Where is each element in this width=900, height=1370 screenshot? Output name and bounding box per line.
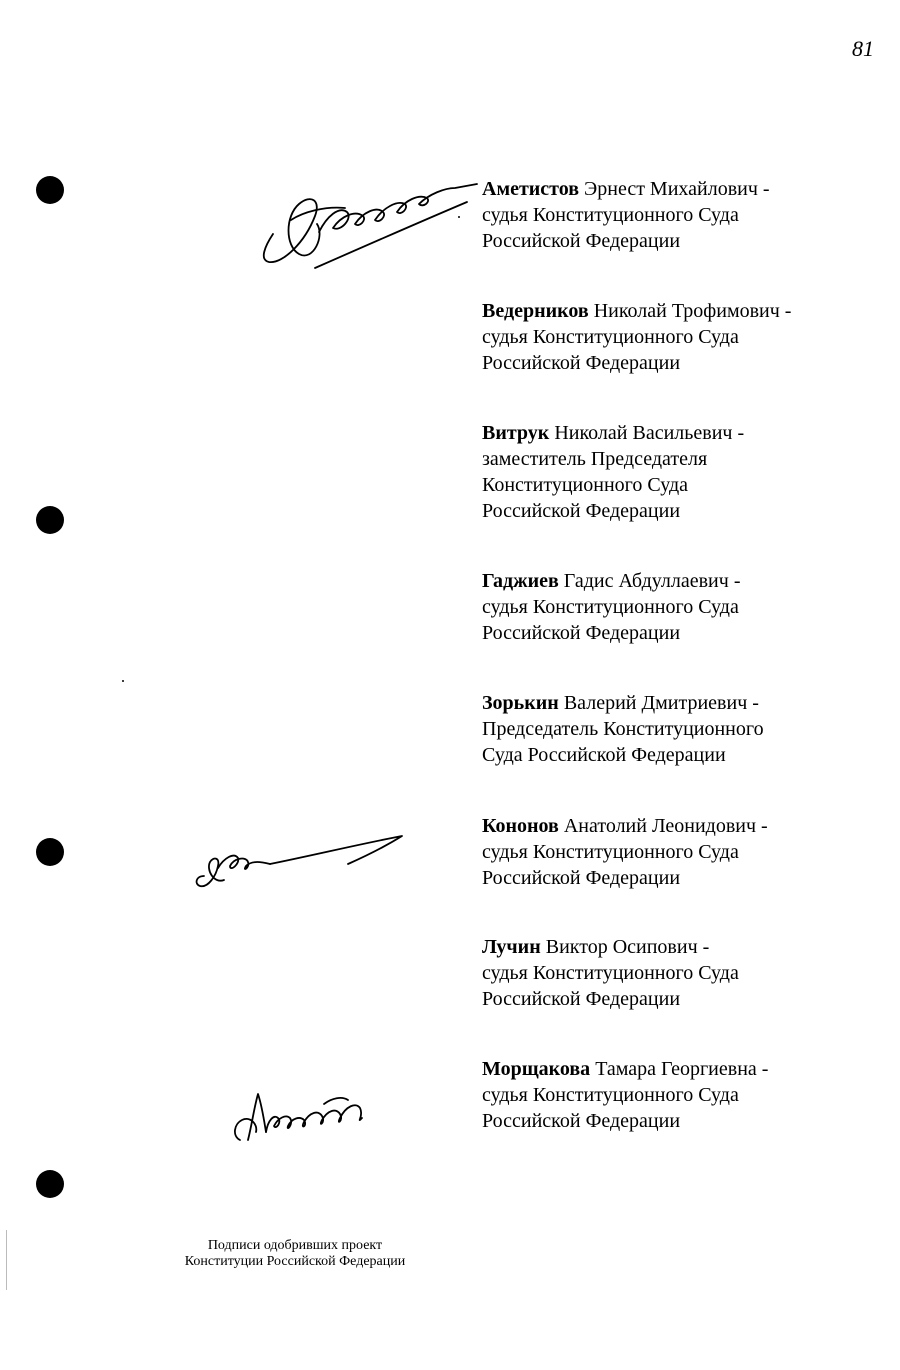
signatory-position-line: судья Конституционного Суда [482,326,739,348]
signatory-name: Тамара Георгиевна - [595,1058,769,1080]
signatory-surname: Зорькин [482,692,559,714]
signatory-position-line: Российской Федерации [482,500,681,522]
entry-heading [482,1056,882,1082]
signatory-surname: Аметистов [482,178,580,200]
punch-hole [36,506,64,534]
signatory-surname: Витрук [482,422,550,444]
signatory-position-line: судья Конституционного Суда [482,962,739,984]
signatory-entry [482,298,882,376]
signatory-entry [482,568,882,646]
signatory-surname: Кононов [482,815,559,837]
signatory-position-line: Российской Федерации [482,622,681,644]
signature-morshchakova [228,1080,378,1152]
signatory-surname: Морщакова [482,1058,591,1080]
punch-hole [36,176,64,204]
signatory-position-line: Российской Федерации [482,352,681,374]
punch-hole [36,1170,64,1198]
signatory-position-line: Председатель Конституционного [482,718,764,740]
signatory-position-line: Российской Федерации [482,867,681,889]
entry-heading [482,298,882,324]
scan-speck [122,680,124,682]
signatory-position-line: Конституционного Суда [482,474,688,496]
signatory-name: Эрнест Михайлович - [584,178,770,200]
signatory-position-line: судья Конституционного Суда [482,596,739,618]
signatory-name: Валерий Дмитриевич - [563,692,759,714]
caption-line: Подписи одобривших проект [207,1238,383,1253]
entry-heading [482,176,882,202]
signatory-name: Виктор Осипович - [545,936,710,958]
signatory-position-line: судья Конституционного Суда [482,1084,739,1106]
signatory-position-line: заместитель Председателя [482,448,708,470]
signatory-position-line: Российской Федерации [482,988,681,1010]
signatory-entry [482,934,882,1012]
page-caption [150,1238,440,1270]
punch-hole [36,838,64,866]
signatory-position-line: Российской Федерации [482,1110,681,1132]
signatory-entry [482,420,882,524]
signatory-surname: Гаджиев [482,570,559,592]
signature-kononov [190,828,410,892]
entry-heading [482,813,882,839]
signatory-entry [482,1056,882,1134]
signatory-name: Николай Васильевич - [554,422,745,444]
page-number: 81 [852,36,874,61]
caption-line: Конституции Российской Федерации [184,1254,406,1269]
signatory-entry [482,176,882,254]
scan-edge-line [6,1230,7,1290]
signatory-entry [482,690,882,768]
entry-heading [482,420,882,446]
signatory-surname: Ведерников [482,300,589,322]
entry-heading [482,568,882,594]
signatory-position-line: судья Конституционного Суда [482,204,739,226]
entry-heading [482,690,882,716]
signatory-position-line: Суда Российской Федерации [482,744,726,766]
signatory-name: Гадис Абдуллаевич - [563,570,741,592]
signatory-name: Николай Трофимович - [593,300,792,322]
entry-heading [482,934,882,960]
signature-ametistov [255,176,485,276]
signatory-name: Анатолий Леонидович - [563,815,768,837]
signatory-surname: Лучин [482,936,541,958]
signatory-position-line: судья Конституционного Суда [482,841,739,863]
signatory-position-line: Российской Федерации [482,230,681,252]
signatory-entry [482,813,882,891]
